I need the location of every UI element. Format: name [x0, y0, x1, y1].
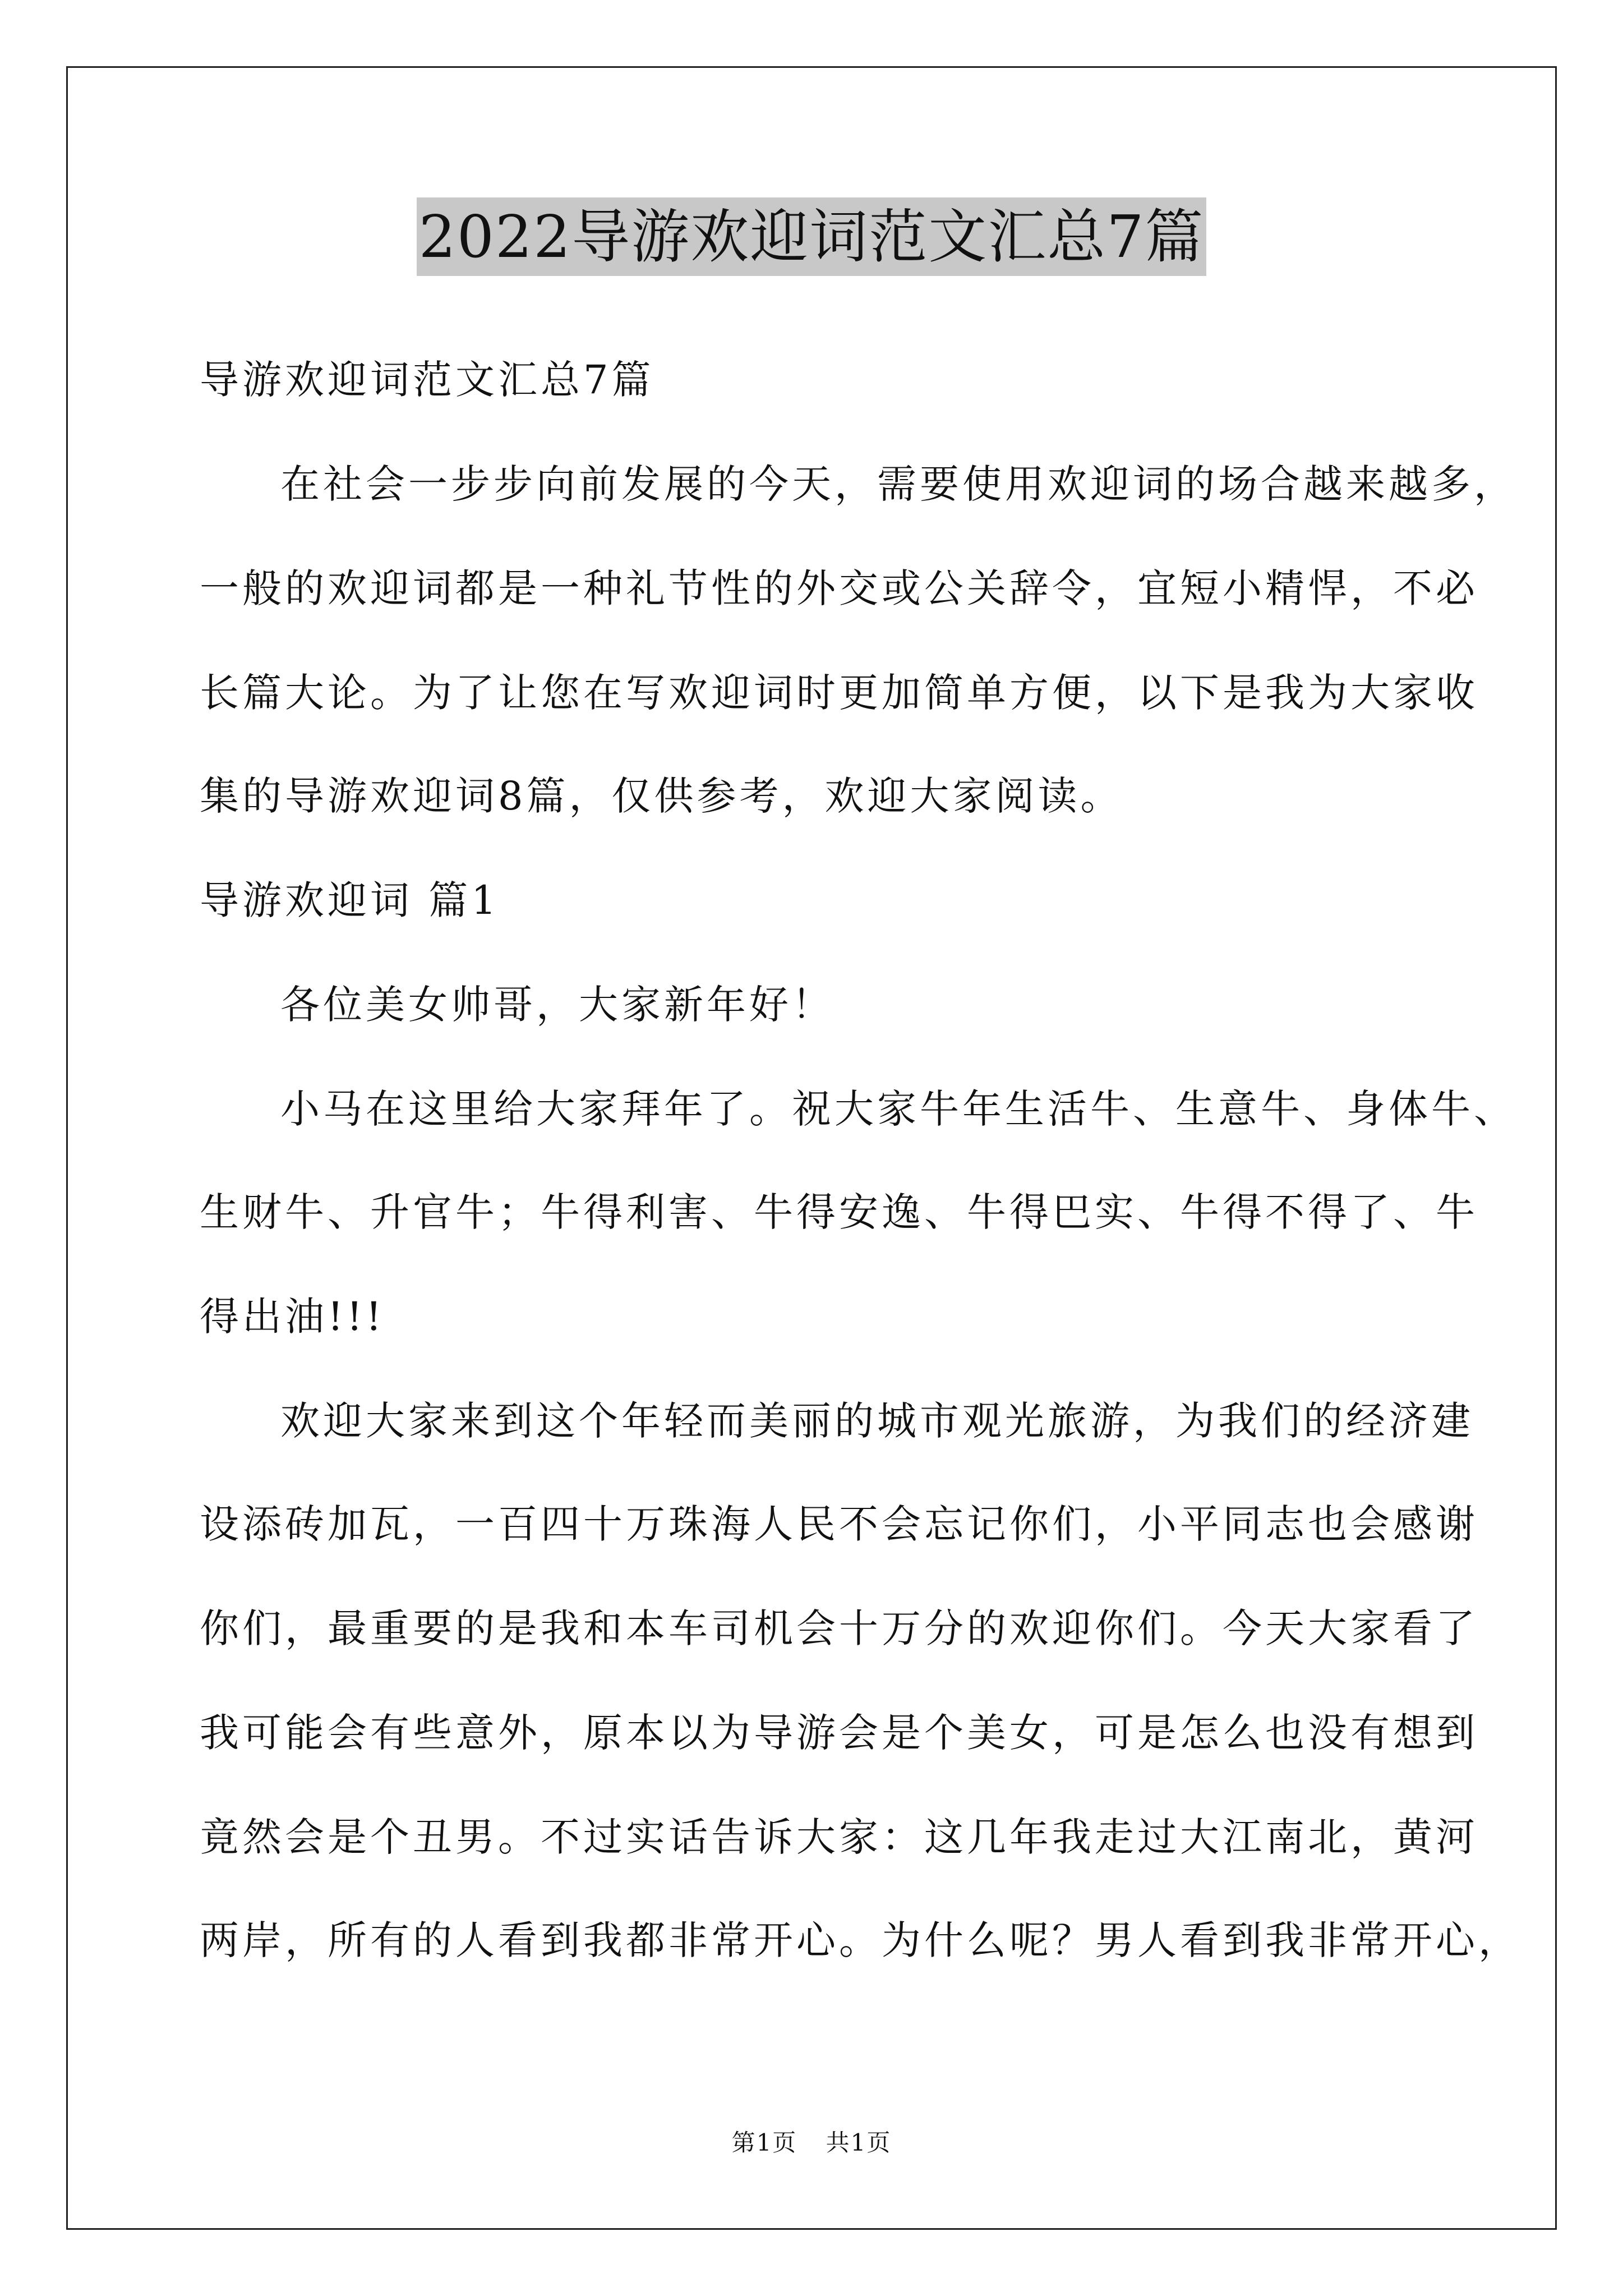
para2-line-2: 设添砖加瓦，一百四十万珠海人民不会忘记你们，小平同志也会感谢	[200, 1501, 1478, 1547]
greeting-line: 各位美女帅哥，大家新年好！	[280, 982, 834, 1028]
para2-line-6: 两岸，所有的人看到我都非常开心。为什么呢？男人看到我非常开心，	[200, 1917, 1521, 1963]
section-heading: 导游欢迎词 篇1	[200, 877, 500, 923]
page-footer	[0, 2126, 1623, 2160]
intro-line-2: 一般的欢迎词都是一种礼节性的外交或公关辞令，宜短小精悍，不必	[200, 565, 1478, 611]
intro-line-3: 长篇大论。为了让您在写欢迎词时更加简单方便，以下是我为大家收	[200, 670, 1478, 716]
intro-line-1: 在社会一步步向前发展的今天，需要使用欢迎词的场合越来越多，	[280, 461, 1516, 507]
intro-line-4: 集的导游欢迎词8篇，仅供参考，欢迎大家阅读。	[200, 773, 1123, 819]
para1-line-2: 生财牛、升官牛；牛得利害、牛得安逸、牛得巴实、牛得不得了、牛	[200, 1189, 1478, 1235]
para1-line-3: 得出油!!!	[200, 1294, 385, 1340]
para2-line-4: 我可能会有些意外，原本以为导游会是个美女，可是怎么也没有想到	[200, 1710, 1478, 1756]
para1-line-1: 小马在这里给大家拜年了。祝大家牛年生活牛、生意牛、身体牛、	[280, 1086, 1516, 1132]
page-number-total: 共1页	[826, 2129, 892, 2156]
document-subtitle: 导游欢迎词范文汇总7篇	[200, 357, 654, 403]
para2-line-5: 竟然会是个丑男。不过实话告诉大家：这几年我走过大江南北，黄河	[200, 1814, 1478, 1860]
page-number-current: 第1页	[731, 2129, 797, 2156]
title-container	[0, 197, 1623, 276]
document-title: 2022导游欢迎词范文汇总7篇	[417, 197, 1207, 276]
para2-line-1: 欢迎大家来到这个年轻而美丽的城市观光旅游，为我们的经济建	[280, 1398, 1474, 1444]
para2-line-3: 你们，最重要的是我和本车司机会十万分的欢迎你们。今天大家看了	[200, 1605, 1478, 1651]
